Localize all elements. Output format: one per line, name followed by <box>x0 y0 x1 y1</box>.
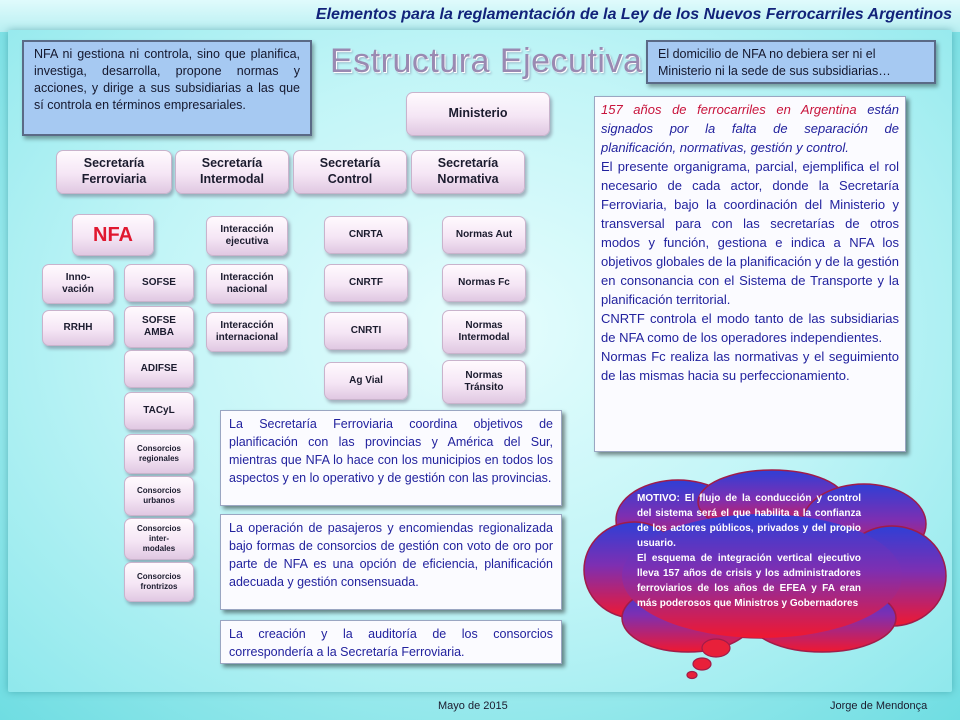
panel-ferroviaria <box>220 410 562 506</box>
box-line: Secretaría <box>201 156 263 171</box>
panel-explanation <box>594 96 906 452</box>
cnrtf-box[interactable] <box>324 264 408 302</box>
innovacion-box[interactable] <box>42 264 114 304</box>
box-line: CNRTF <box>349 276 383 288</box>
sofse-box[interactable] <box>124 264 194 302</box>
ministerio-label: Ministerio <box>448 106 508 121</box>
secretaria-ferroviaria-box[interactable] <box>56 150 172 194</box>
box-line: Normas Fc <box>458 276 510 288</box>
normas-aut-box[interactable] <box>442 216 526 254</box>
box-line: Consorcios <box>136 572 181 581</box>
normas-transito-box[interactable] <box>442 360 526 404</box>
normas-fc-box[interactable] <box>442 264 526 302</box>
adifse-box[interactable] <box>124 350 194 388</box>
box-line: Secretaría <box>319 156 381 171</box>
tacyl-box[interactable] <box>124 392 194 430</box>
panel-text: La operación de pasajeros y encomiendas regionalizada bajo formas de consorcios de gestión con voto de oro por parte de NFA es una opción de eficiencia, planificación adecuada y gestión consensuada. <box>229 521 553 589</box>
slide-title: Elementos para la reglamentación de la Ley de los Nuevos Ferrocarriles Argentinos <box>315 6 952 23</box>
box-line: frontrizos <box>140 582 178 591</box>
box-line: Inno- <box>65 271 91 283</box>
box-line: inter- <box>148 534 169 543</box>
explanation-intro-rest: están signados por la falta de separación de planificación, normativas, gestión y control. <box>601 102 899 155</box>
box-line: Ferroviaria <box>81 172 147 186</box>
box-line: Secretaría <box>437 156 499 171</box>
note-right <box>646 40 936 84</box>
panel-auditoria <box>220 620 562 664</box>
motivo-text <box>637 491 861 611</box>
footer-date: Mayo de 2015 <box>438 700 508 712</box>
consorcios-regionales-box[interactable] <box>124 434 194 474</box>
box-line: CNRTI <box>350 324 382 336</box>
box-line: Normas <box>465 319 503 331</box>
box-line: CNRTA <box>348 228 384 240</box>
note-left-text: NFA ni gestiona ni controla, sino que planifica, investiga, desarrolla, propone normas y acciones, y dirige a sus subsidiarias a las que sí controla en términos empresariales. <box>34 47 300 112</box>
box-line: TACyL <box>143 404 175 416</box>
box-line: Interacción <box>220 271 274 283</box>
box-line: Interacción <box>220 223 274 235</box>
box-line: urbanos <box>143 496 175 505</box>
nfa-box[interactable] <box>72 214 154 256</box>
panel-text: La creación y la auditoría de los consorcios correspondería a la Secretaría Ferroviaria. <box>229 627 553 659</box>
consorcios-urbanos-box[interactable] <box>124 476 194 516</box>
box-line: modales <box>142 544 176 553</box>
box-line: regionales <box>138 454 179 463</box>
panel-consorcios <box>220 514 562 610</box>
box-line: Ag Vial <box>349 374 383 386</box>
footer-author: Jorge de Mendonça <box>830 700 928 712</box>
box-line: Tránsito <box>464 382 504 393</box>
motivo-para: MOTIVO: El flujo de la conducción y control del sistema será el que habilita a la confianza de los actores públicos, privados y del propio usuario. <box>637 493 861 549</box>
box-line: Normativa <box>437 172 499 186</box>
consorcios-intermodales-box[interactable] <box>124 518 194 560</box>
explanation-para: El presente organigrama, parcial, ejemplifica el rol necesario de cada actor, donde la Secretaría Ferroviaria, bajo la coordinación del Ministerio y transversal para con las secretarías de otros modos y función, gestiona e indica a NFA los objetivos globales de la planificación y de la gestión en consonancia con el Sistema de Transporte y la planificación territorial. <box>601 159 899 307</box>
box-line: Consorcios <box>136 444 181 453</box>
note-left <box>22 40 312 136</box>
secretaria-control-box[interactable] <box>293 150 407 194</box>
box-line: Consorcios <box>136 524 181 533</box>
box-line: SOFSE <box>142 314 176 326</box>
box-line: Consorcios <box>136 486 181 495</box>
main-title: Estructura Ejecutiva <box>330 42 643 80</box>
box-line: SOFSE <box>142 276 176 288</box>
explanation-para: Normas Fc realiza las normativas y el seguimiento de las mismas hacia su perfeccionamiento. <box>601 349 899 383</box>
explanation-intro <box>601 100 899 157</box>
box-line: Intermodal <box>458 332 510 343</box>
box-line: Intermodal <box>200 172 264 186</box>
box-line: Normas <box>465 369 503 381</box>
box-line: Interacción <box>220 319 274 331</box>
normas-intermodal-box[interactable] <box>442 310 526 354</box>
interaccion-internacional-box[interactable] <box>206 312 288 352</box>
ministerio-box[interactable] <box>406 92 550 136</box>
box-line: internacional <box>215 332 279 343</box>
sofse-amba-box[interactable] <box>124 306 194 348</box>
explanation-para: CNRTF controla el modo tanto de las subsidiarias de NFA como de los operadores independientes. <box>601 311 899 345</box>
panel-text: La Secretaría Ferroviaria coordina objetivos de planificación con las provincias y América del Sur, mientras que NFA lo hace con los municipios en todos los aspectos y en lo operativo y de gestión con las provincias. <box>229 417 553 485</box>
box-line: RRHH <box>63 321 93 333</box>
note-right-text: El domicilio de NFA no debiera ser ni el Ministerio ni la sede de sus subsidiarias… <box>658 47 891 78</box>
explanation-intro-highlight: 157 años de ferrocarriles en Argentina <box>601 102 857 117</box>
motivo-para: El esquema de integración vertical ejecutivo lleva 157 años de crisis y los administradores ferroviarios de los años de EFEA y FA eran más poderosos que Ministros y Gobernadores <box>637 553 861 609</box>
rrhh-box[interactable] <box>42 310 114 346</box>
box-line: AMBA <box>144 327 174 338</box>
secretaria-normativa-box[interactable] <box>411 150 525 194</box>
nfa-label: NFA <box>93 223 133 246</box>
consorcios-fronterizos-box[interactable] <box>124 562 194 602</box>
interaccion-nacional-box[interactable] <box>206 264 288 304</box>
secretaria-intermodal-box[interactable] <box>175 150 289 194</box>
box-line: Secretaría <box>83 156 145 171</box>
interaccion-ejecutiva-box[interactable] <box>206 216 288 256</box>
box-line: ADIFSE <box>140 362 178 374</box>
title-bar <box>0 0 960 32</box>
box-line: Normas Aut <box>455 228 513 240</box>
ag-vial-box[interactable] <box>324 362 408 400</box>
cnrti-box[interactable] <box>324 312 408 350</box>
box-line: ejecutiva <box>225 236 269 247</box>
box-line: vación <box>62 284 94 295</box>
cnrta-box[interactable] <box>324 216 408 254</box>
box-line: nacional <box>226 284 268 295</box>
box-line: Control <box>327 172 373 186</box>
